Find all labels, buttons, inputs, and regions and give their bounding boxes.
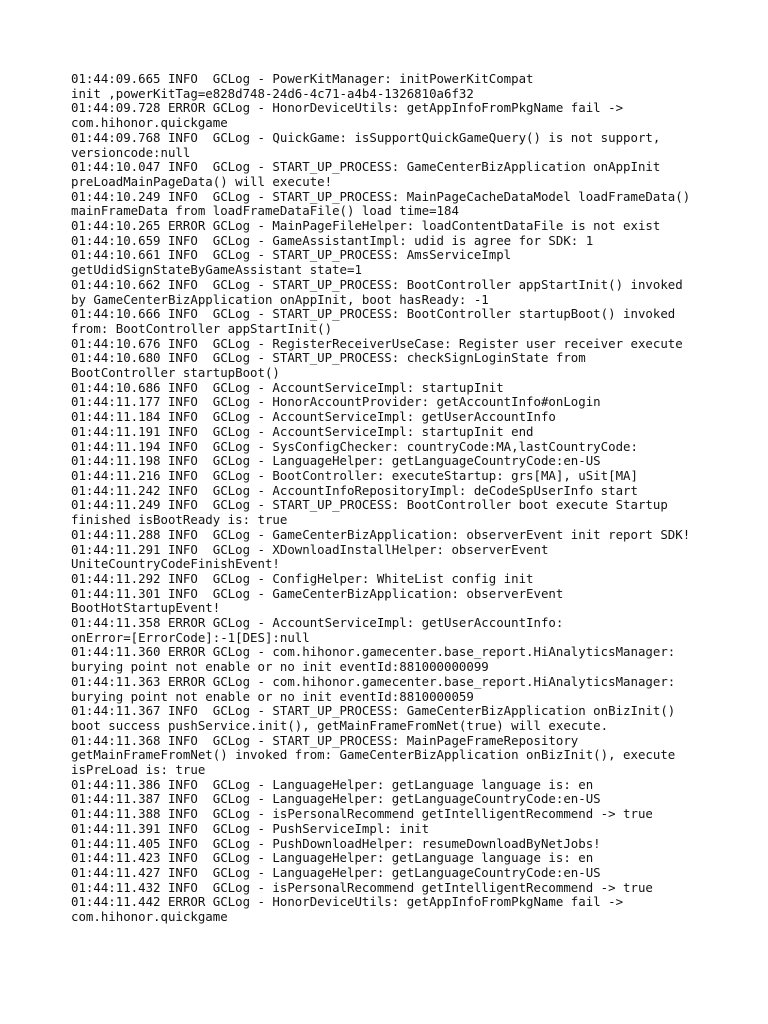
log-line: 01:44:11.368 INFO GCLog - START_UP_PROCESS: MainPageFrameRepository <box>71 732 579 748</box>
log-line: 01:44:11.423 INFO GCLog - LanguageHelper: getLanguage language is: en <box>71 850 594 866</box>
log-line: getMainFrameFromNet() invoked from: GameCenterBizApplication onBizInit(), execute <box>71 747 676 763</box>
log-line: 01:44:11.291 INFO GCLog - XDownloadInstallHelper: observerEvent <box>71 541 549 557</box>
log-line: getUdidSignStateByGameAssistant state=1 <box>71 262 362 278</box>
log-line: 01:44:11.387 INFO GCLog - LanguageHelper: getLanguageCountryCode:en-US <box>71 791 601 807</box>
log-line: BootHotStartupEvent! <box>71 600 221 616</box>
log-line: 01:44:11.177 INFO GCLog - HonorAccountProvider: getAccountInfo#onLogin <box>71 394 601 410</box>
log-text-block <box>71 72 761 925</box>
log-line: 01:44:09.728 ERROR GCLog - HonorDeviceUtils: getAppInfoFromPkgName fail -> <box>71 100 624 116</box>
log-line: 01:44:10.659 INFO GCLog - GameAssistantImpl: udid is agree for SDK: 1 <box>71 232 594 248</box>
log-line: 01:44:10.249 INFO GCLog - START_UP_PROCESS: MainPageCacheDataModel loadFrameData() <box>71 188 691 204</box>
log-line: 01:44:10.047 INFO GCLog - START_UP_PROCESS: GameCenterBizApplication onAppInit <box>71 159 661 175</box>
log-line: 01:44:09.665 INFO GCLog - PowerKitManager: initPowerKitCompat <box>71 71 534 86</box>
log-line: 01:44:10.676 INFO GCLog - RegisterReceiverUseCase: Register user receiver execute <box>71 335 683 351</box>
log-line: com.hihonor.quickgame <box>71 909 228 925</box>
log-line: 01:44:11.292 INFO GCLog - ConfigHelper: WhiteList config init <box>71 570 534 586</box>
log-line: 01:44:10.661 INFO GCLog - START_UP_PROCESS: AmsServiceImpl <box>71 247 512 263</box>
log-line: UniteCountryCodeFinishEvent! <box>71 556 280 572</box>
log-line: 01:44:11.363 ERROR GCLog - com.hihonor.gamecenter.base_report.HiAnalyticsManager: <box>71 673 676 689</box>
log-line: 01:44:10.686 INFO GCLog - AccountServiceImpl: startupInit <box>71 379 504 395</box>
log-line: onError=[ErrorCode]:-1[DES]:null <box>71 629 310 645</box>
log-line: 01:44:11.432 INFO GCLog - isPersonalRecommend getIntelligentRecommend -> true <box>71 879 653 895</box>
log-line: 01:44:11.194 INFO GCLog - SysConfigChecker: countryCode:MA,lastCountryCode: <box>71 438 638 454</box>
log-line: 01:44:11.405 INFO GCLog - PushDownloadHelper: resumeDownloadByNetJobs! <box>71 835 601 851</box>
log-line: boot success pushService.init(), getMainFrameFromNet(true) will execute. <box>71 717 609 733</box>
log-line: 01:44:11.358 ERROR GCLog - AccountServiceImpl: getUserAccountInfo: <box>71 615 564 631</box>
log-line: BootController startupBoot() <box>71 365 280 381</box>
log-line: isPreLoad is: true <box>71 762 206 778</box>
log-line: 01:44:11.242 INFO GCLog - AccountInfoRepositoryImpl: deCodeSpUserInfo start <box>71 482 638 498</box>
log-line: finished isBootReady is: true <box>71 512 288 528</box>
log-line: 01:44:11.301 INFO GCLog - GameCenterBizApplication: observerEvent <box>71 585 564 601</box>
log-line: 01:44:11.191 INFO GCLog - AccountServiceImpl: startupInit end <box>71 423 534 439</box>
log-line: 01:44:11.367 INFO GCLog - START_UP_PROCESS: GameCenterBizApplication onBizInit() <box>71 703 676 719</box>
log-line: init ,powerKitTag=e828d748-24d6-4c71-a4b4-1326810a6f32 <box>71 85 474 101</box>
log-line: burying point not enable or no init eventId:881000000099 <box>71 659 489 675</box>
log-line: 01:44:11.288 INFO GCLog - GameCenterBizApplication: observerEvent init report SDK! <box>71 526 691 542</box>
log-line: 01:44:10.662 INFO GCLog - START_UP_PROCESS: BootController appStartInit() invoked <box>71 276 683 292</box>
log-line: by GameCenterBizApplication onAppInit, boot hasReady: -1 <box>71 291 489 307</box>
log-line: 01:44:10.680 INFO GCLog - START_UP_PROCESS: checkSignLoginState from <box>71 350 586 366</box>
log-line: 01:44:11.198 INFO GCLog - LanguageHelper: getLanguageCountryCode:en-US <box>71 453 601 469</box>
log-line: com.hihonor.quickgame <box>71 115 228 131</box>
log-line: 01:44:11.184 INFO GCLog - AccountServiceImpl: getUserAccountInfo <box>71 409 556 425</box>
log-line: 01:44:11.386 INFO GCLog - LanguageHelper: getLanguage language is: en <box>71 776 594 792</box>
log-line: from: BootController appStartInit() <box>71 320 333 336</box>
log-line: burying point not enable or no init eventId:8810000059 <box>71 688 474 704</box>
log-line: versioncode:null <box>71 144 191 160</box>
log-line: mainFrameData from loadFrameDataFile() load time=184 <box>71 203 459 219</box>
log-line: 01:44:11.442 ERROR GCLog - HonorDeviceUtils: getAppInfoFromPkgName fail -> <box>71 894 624 910</box>
log-line: 01:44:11.388 INFO GCLog - isPersonalRecommend getIntelligentRecommend -> true <box>71 806 653 822</box>
log-line: preLoadMainPageData() will execute! <box>71 173 333 189</box>
log-line: 01:44:11.427 INFO GCLog - LanguageHelper: getLanguageCountryCode:en-US <box>71 864 601 880</box>
log-line: 01:44:11.360 ERROR GCLog - com.hihonor.gamecenter.base_report.HiAnalyticsManager: <box>71 644 676 660</box>
log-line: 01:44:10.265 ERROR GCLog - MainPageFileHelper: loadContentDataFile is not exist <box>71 218 661 234</box>
log-line: 01:44:10.666 INFO GCLog - START_UP_PROCESS: BootController startupBoot() invoked <box>71 306 676 322</box>
log-line: 01:44:11.249 INFO GCLog - START_UP_PROCESS: BootController boot execute Startup <box>71 497 668 513</box>
log-line: 01:44:11.216 INFO GCLog - BootController: executeStartup: grs[MA], uSit[MA] <box>71 467 638 483</box>
log-line: 01:44:09.768 INFO GCLog - QuickGame: isSupportQuickGameQuery() is not support, <box>71 129 661 145</box>
log-line: 01:44:11.391 INFO GCLog - PushServiceImpl: init <box>71 820 430 836</box>
